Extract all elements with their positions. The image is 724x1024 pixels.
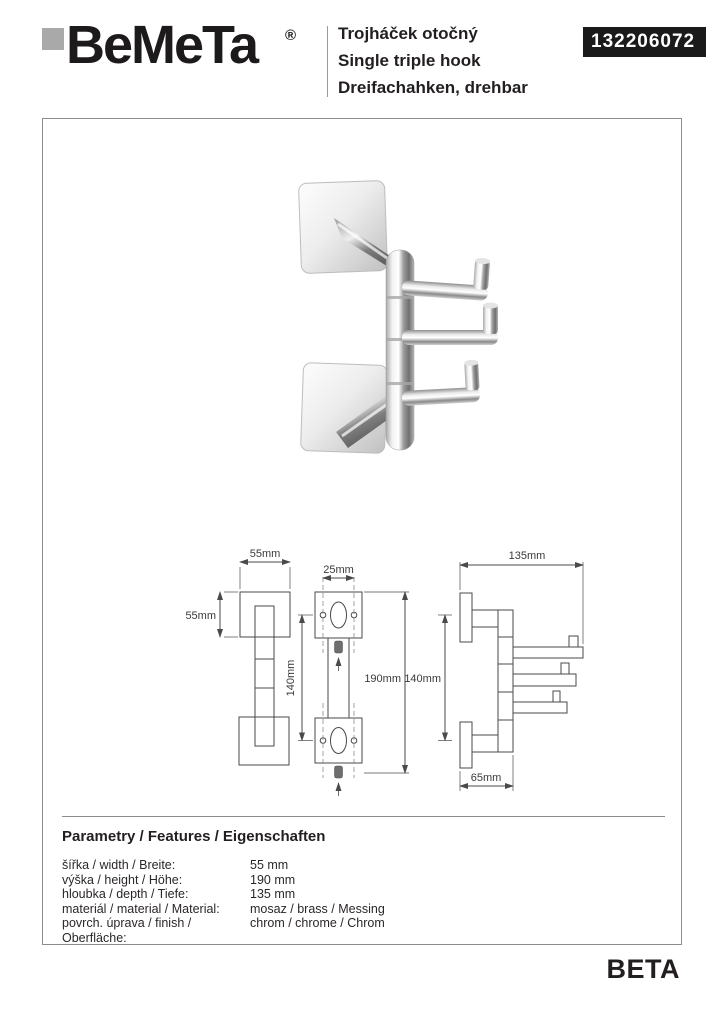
- param-value: mosaz / brass / Messing: [250, 901, 385, 916]
- dim-side-depth: 135mm: [508, 550, 546, 562]
- param-row-material: [62, 902, 622, 917]
- param-label: výška / height / Höhe:: [62, 872, 183, 887]
- param-row-depth: [62, 887, 622, 902]
- parameters-heading: Parametry / Features / Eigenschaften: [62, 828, 326, 845]
- dim-front-width: 55mm: [249, 548, 281, 560]
- param-value: 55 mm: [250, 858, 289, 872]
- product-title-de: Dreifachahken, drehbar: [338, 78, 528, 97]
- dim-side-body-depth: 65mm: [470, 772, 502, 784]
- dim-total-height: 190mm: [364, 673, 401, 685]
- product-code-badge: [583, 27, 706, 57]
- param-row-width: [62, 858, 622, 873]
- param-label: hloubka / depth / Tiefe:: [62, 887, 189, 902]
- drawing-side-view: [460, 550, 583, 791]
- product-title-cs: Trojháček otočný: [338, 24, 478, 43]
- product-title-en: Single triple hook: [338, 51, 481, 70]
- dim-mount-plate-width: 25mm: [323, 564, 354, 576]
- param-value: 135 mm: [250, 887, 296, 902]
- param-row-finish: [62, 916, 622, 945]
- photo-hook-top: [402, 253, 491, 301]
- brand-logo: BeMeTa: [66, 15, 258, 75]
- product-title-block: [338, 20, 528, 101]
- parameters-table: [62, 858, 622, 946]
- param-value: chrom / chrome / Chrom: [250, 916, 385, 931]
- product-code: 132206072: [591, 31, 696, 52]
- dim-mount-hole-pitch: 140mm: [285, 659, 297, 697]
- param-value: 190 mm: [250, 872, 296, 887]
- param-row-height: [62, 873, 622, 888]
- header-divider: [327, 26, 328, 97]
- parameters-divider: [62, 816, 665, 817]
- param-label: šířka / width / Breite:: [62, 858, 176, 872]
- series-name: BETA: [606, 954, 680, 984]
- param-label: materiál / material / Material:: [62, 901, 220, 916]
- technical-drawings: [180, 545, 610, 800]
- param-label: povrch. úprava / finish / Oberfläche:: [62, 916, 192, 945]
- dim-pitch-right: 140mm: [404, 673, 441, 685]
- photo-hook-middle: [402, 303, 498, 346]
- brand-logo-square-icon: [42, 28, 64, 50]
- drawing-mount-view: [285, 564, 452, 796]
- photo-column: [386, 250, 414, 450]
- dim-front-plate-height: 55mm: [185, 610, 216, 622]
- registered-trademark-icon: ®: [285, 27, 297, 44]
- drawing-front-view: [185, 548, 290, 765]
- product-photo: [290, 168, 500, 478]
